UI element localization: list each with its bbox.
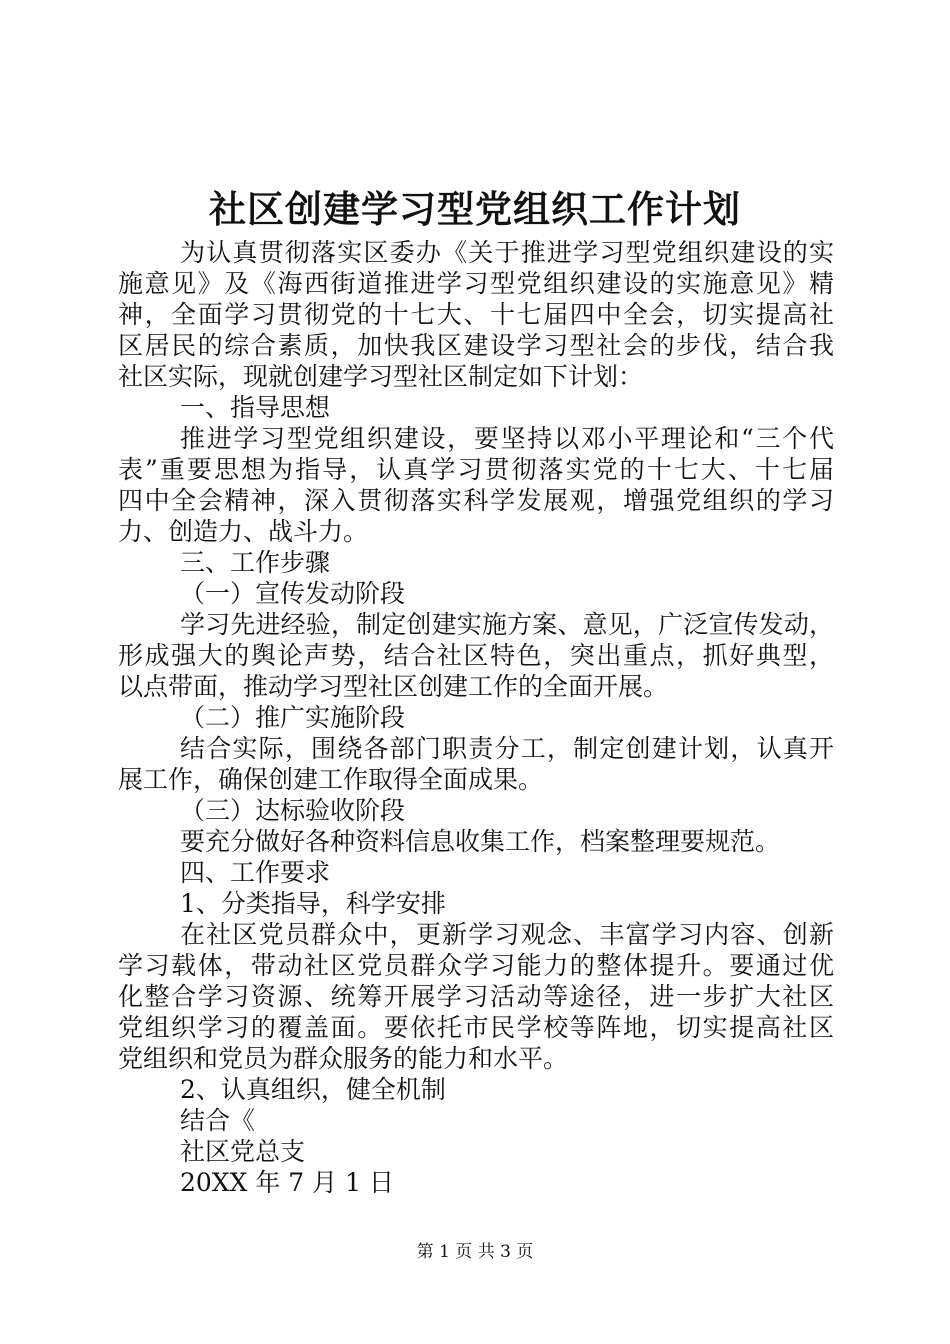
section-heading: 四、工作要求 <box>180 858 331 887</box>
paragraph-line: 展工作，确保创建工作取得全面成果。 <box>118 765 544 794</box>
section-heading: 一、指导思想 <box>180 393 331 422</box>
paragraph-line: 化整合学习资源、统筹开展学习活动等途径，进一步扩大社区 <box>118 982 834 1011</box>
signature-organization: 社区党总支 <box>180 1137 306 1166</box>
paragraph-line: 推进学习型党组织建设，要坚持以邓小平理论和“三个代 <box>180 424 834 453</box>
paragraph-line: 神，全面学习贯彻党的十七大、十七届四中全会，切实提高社 <box>118 300 834 329</box>
paragraph-line: 形成强大的舆论声势，结合社区特色，突出重点，抓好典型， <box>118 641 834 670</box>
paragraph-line: 社区实际，现就创建学习型社区制定如下计划： <box>118 362 644 391</box>
paragraph-line: 表”重要思想为指导，认真学习贯彻落实党的十七大、十七届 <box>118 455 834 484</box>
paragraph-line: 为认真贯彻落实区委办《关于推进学习型党组织建设的实 <box>180 238 834 267</box>
signature-date: 20XX 年 7 月 1 日 <box>180 1168 394 1197</box>
section-heading: 三、工作步骤 <box>180 548 331 577</box>
paragraph-line: 党组织学习的覆盖面。要依托市民学校等阵地，切实提高社区 <box>118 1013 834 1042</box>
subsection-heading: （一）宣传发动阶段 <box>180 579 406 608</box>
paragraph-line: 要充分做好各种资料信息收集工作，档案整理要规范。 <box>180 827 781 856</box>
paragraph-line: 党组织和党员为群众服务的能力和水平。 <box>118 1044 569 1073</box>
document-body <box>118 237 834 1198</box>
subsection-heading: （二）推广实施阶段 <box>180 703 406 732</box>
subsection-heading: 1、分类指导，科学安排 <box>180 889 446 918</box>
paragraph-line: 施意见》及《海西街道推进学习型党组织建设的实施意见》精 <box>118 269 834 298</box>
paragraph-line: 区居民的综合素质，加快我区建设学习型社会的步伐，结合我 <box>118 331 834 360</box>
paragraph-line: 以点带面，推动学习型社区创建工作的全面开展。 <box>118 672 669 701</box>
subsection-heading: 2、认真组织，健全机制 <box>180 1075 446 1104</box>
paragraph-line: 四中全会精神，深入贯彻落实科学发展观，增强党组织的学习 <box>118 486 834 515</box>
document-title: 社区创建学习型党组织工作计划 <box>209 187 741 231</box>
page-footer: 第 1 页 共 3 页 <box>416 1242 534 1262</box>
paragraph-line: 学习先进经验，制定创建实施方案、意见，广泛宣传发动， <box>180 610 834 639</box>
paragraph-line: 在社区党员群众中，更新学习观念、丰富学习内容、创新 <box>180 920 834 949</box>
paragraph-line: 力、创造力、战斗力。 <box>118 517 369 546</box>
paragraph-line: 结合实际，围绕各部门职责分工，制定创建计划，认真开 <box>180 734 834 763</box>
paragraph-line: 结合《 <box>180 1106 256 1135</box>
subsection-heading: （三）达标验收阶段 <box>180 796 406 825</box>
paragraph-line: 学习载体，带动社区党员群众学习能力的整体提升。要通过优 <box>118 951 834 980</box>
